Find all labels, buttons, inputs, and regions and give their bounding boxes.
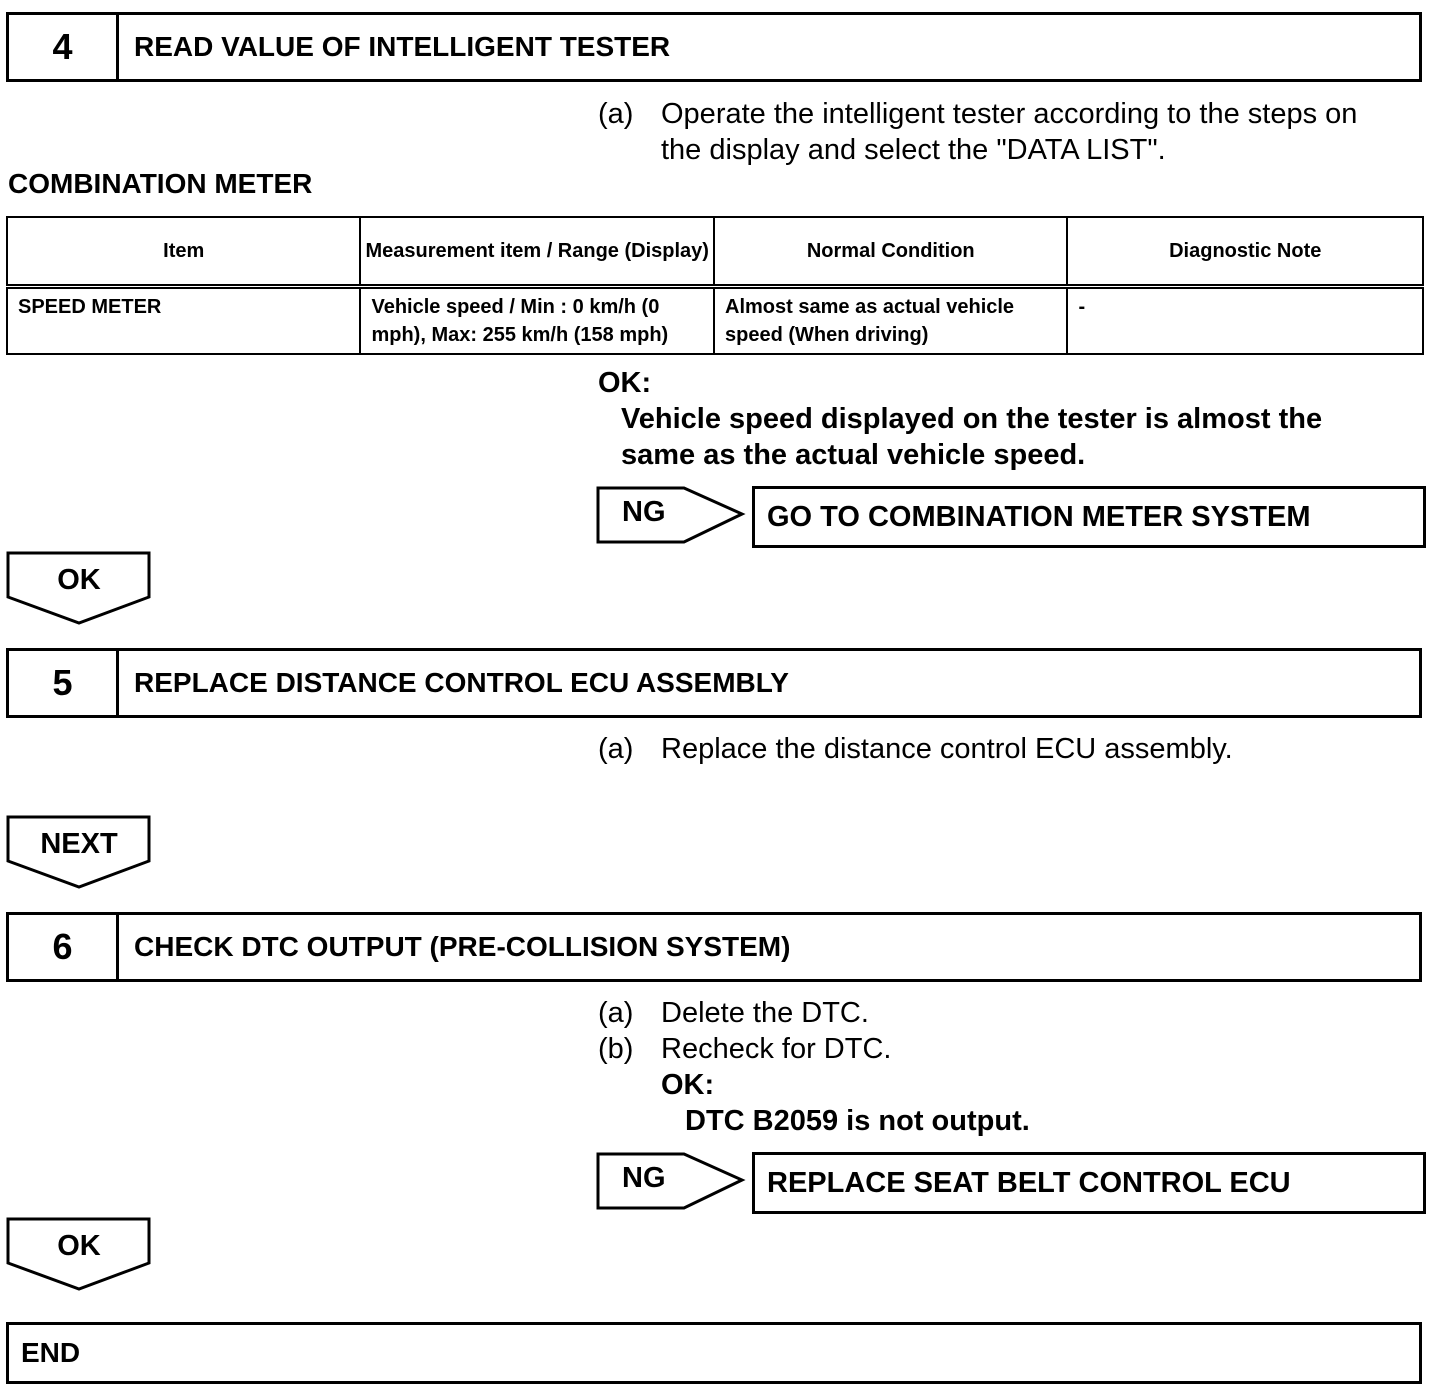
ng-label: NG <box>622 496 666 528</box>
ng-target-box: REPLACE SEAT BELT CONTROL ECU <box>752 1152 1426 1214</box>
table-cell: SPEED METER <box>7 287 360 355</box>
arrow-label: NEXT <box>40 828 118 860</box>
table-row <box>7 287 1423 355</box>
step-6-header <box>6 912 1422 982</box>
table-cell: - <box>1067 287 1423 355</box>
table-cell: Almost same as actual vehicle speed (When driving) <box>714 287 1067 355</box>
end-label: END <box>21 1337 81 1368</box>
column-header: Item <box>7 217 360 287</box>
instruction-marker: (a) <box>598 98 634 130</box>
end-box <box>6 1322 1422 1384</box>
instruction-marker: (a) <box>598 733 634 765</box>
ng-arrow-icon <box>596 486 746 544</box>
ok-arrow <box>6 1217 152 1291</box>
instruction-text: Recheck for DTC. <box>661 1033 892 1065</box>
step-4-header <box>6 12 1422 82</box>
arrow-label: OK <box>57 564 101 596</box>
column-header: Diagnostic Note <box>1067 217 1423 287</box>
step-title: REPLACE DISTANCE CONTROL ECU ASSEMBLY <box>134 667 789 698</box>
ok-condition: DTC B2059 is not output. <box>685 1105 1030 1137</box>
ok-arrow <box>6 551 152 625</box>
instruction-marker: (b) <box>598 1033 634 1065</box>
ng-branch <box>596 1152 746 1210</box>
step-number: 6 <box>9 915 119 979</box>
step-number: 4 <box>9 15 119 79</box>
column-header: Measurement item / Range (Display) <box>360 217 714 287</box>
ng-branch <box>596 486 746 544</box>
step-title: CHECK DTC OUTPUT (PRE-COLLISION SYSTEM) <box>134 931 791 962</box>
instruction-marker: (a) <box>598 997 634 1029</box>
instruction-text: Replace the distance control ECU assembly. <box>661 733 1233 765</box>
data-list-table <box>6 216 1424 355</box>
column-header: Normal Condition <box>714 217 1067 287</box>
ok-label: OK: <box>598 367 652 399</box>
step-number: 5 <box>9 651 119 715</box>
ng-arrow-icon <box>596 1152 746 1210</box>
arrow-label: OK <box>57 1230 101 1262</box>
table-caption: COMBINATION METER <box>8 168 313 199</box>
step-5-header <box>6 648 1422 718</box>
ok-condition: same as the actual vehicle speed. <box>621 439 1086 471</box>
next-arrow <box>6 815 152 889</box>
step-title: READ VALUE OF INTELLIGENT TESTER <box>134 31 671 62</box>
ok-condition: Vehicle speed displayed on the tester is almost the <box>621 403 1323 435</box>
table-cell: Vehicle speed / Min : 0 km/h (0 mph), Max: 255 km/h (158 mph) <box>360 287 714 355</box>
ng-target-box: GO TO COMBINATION METER SYSTEM <box>752 486 1426 548</box>
instruction-text: the display and select the "DATA LIST". <box>661 134 1166 166</box>
ng-label: NG <box>622 1162 666 1194</box>
instruction-text: Delete the DTC. <box>661 997 869 1029</box>
ok-label: OK: <box>661 1069 715 1101</box>
table-header-row <box>7 217 1423 287</box>
instruction-text: Operate the intelligent tester according to the steps on <box>661 98 1358 130</box>
